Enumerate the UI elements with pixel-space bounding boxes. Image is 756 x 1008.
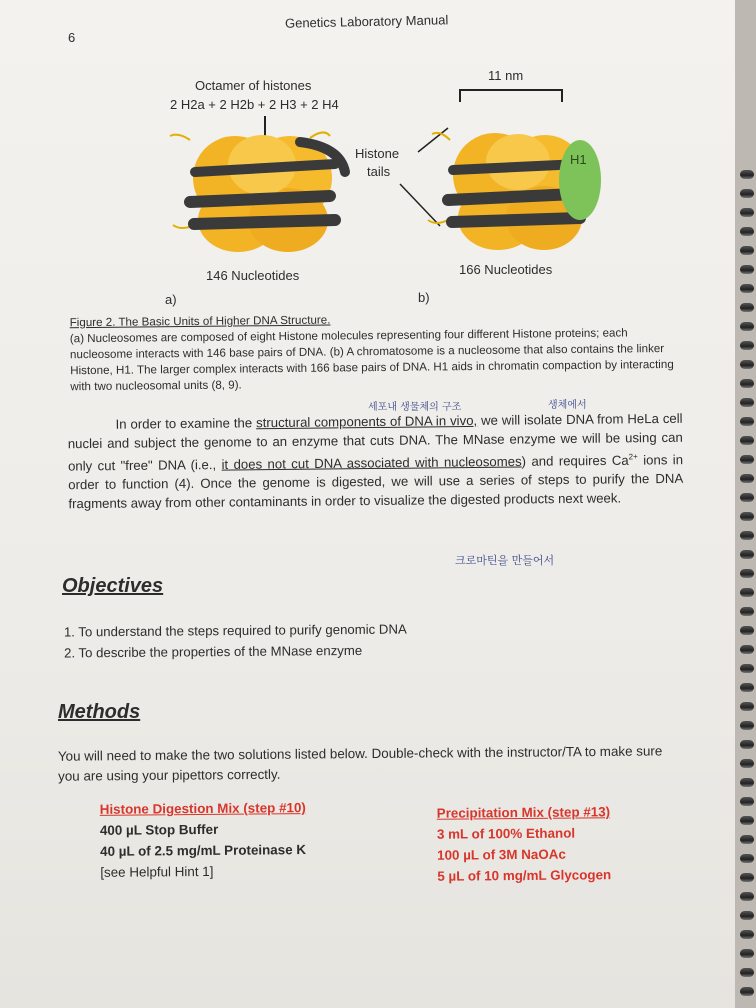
spiral-coil: [740, 721, 754, 730]
intro-paragraph: In order to examine the structural components of DNA in vivo, we will isolate DNA from HeLa cell nuclei and subject the genome to an enzyme that cuts DNA. The MNase enzyme we will be using can only cut "free" DNA (i.e., it does not cut DNA associated with nucleosomes) and requires $Ca^{2+}$ ions in order to function (4). Once the genome is digested, we will use a series of steps to purify the DNA fragments away from other contaminants in order to visualize the digested products next week.: [67, 410, 684, 512]
spiral-coil: [740, 436, 754, 445]
spiral-coil: [740, 303, 754, 312]
spiral-coil: [740, 455, 754, 464]
spiral-coil: [740, 949, 754, 958]
right-nucleotide-count: 166 Nucleotides: [459, 262, 553, 277]
spiral-coil: [740, 569, 754, 578]
spiral-coil: [740, 417, 754, 426]
spiral-coil: [740, 702, 754, 711]
spiral-coil: [740, 531, 754, 540]
handwritten-note-1: 세포내 생물체의 구조: [368, 402, 462, 413]
spiral-coil: [740, 512, 754, 521]
spiral-coil: [740, 778, 754, 787]
spiral-binding: [735, 0, 756, 1008]
list-item: 2. To describe the properties of the MNase enzyme: [64, 642, 363, 661]
spiral-coil: [740, 759, 754, 768]
histone-tails-label-2: tails: [367, 164, 391, 179]
spiral-coil: [740, 265, 754, 274]
underlined-nucleosome-note: it does not cut DNA associated with nucleosomes: [221, 453, 522, 473]
precip-mix-title: Precipitation Mix (step #13): [436, 804, 611, 821]
spiral-coil: [740, 835, 754, 844]
spiral-coil: [740, 968, 754, 977]
left-nucleotide-count: 146 Nucleotides: [206, 268, 300, 283]
panel-b-label: b): [418, 290, 430, 305]
spiral-coil: [740, 854, 754, 863]
precip-mix-line: 5 µL of 10 mg/mL Glycogen: [437, 867, 612, 884]
spiral-coil: [740, 398, 754, 407]
spiral-coil: [740, 987, 754, 996]
spiral-coil: [740, 360, 754, 369]
spiral-coil: [740, 170, 754, 179]
histone-mix-line: 40 µL of 2.5 mg/mL Proteinase K: [100, 842, 307, 859]
caption-text: (a) Nucleosomes are composed of eight Histone molecules representing four different Histone proteins; each nucleosome interacts with 146 base pairs of DNA. (b) A chromatosome is a nucleosome that also contains the linker Histone, H1. The larger complex interacts with 166 base pairs of DNA. H1 aids in chromatin compaction by interacting with two nucleosomal units (8, 9).: [69, 326, 674, 394]
spiral-coil: [740, 379, 754, 388]
precipitation-mix: [437, 801, 612, 887]
spiral-coil: [740, 645, 754, 654]
nucleosome-left: [170, 132, 345, 252]
spiral-coil: [740, 873, 754, 882]
spiral-coil: [740, 208, 754, 217]
list-item: 1. To understand the steps required to purify genomic DNA: [63, 621, 407, 640]
spiral-coil: [740, 797, 754, 806]
histone-digestion-mix: [100, 797, 307, 883]
spiral-coil: [740, 227, 754, 236]
histone-mix-line: 400 µL Stop Buffer: [99, 821, 219, 838]
histone-tails-label-1: Histone: [355, 146, 400, 161]
caption-title: Figure 2. The Basic Units of Higher DNA Structure.: [69, 313, 331, 330]
octamer-composition-label: 2 H2a + 2 H2b + 2 H3 + 2 H4: [170, 97, 339, 112]
spiral-coil: [740, 341, 754, 350]
underlined-in-vivo: structural components of DNA in vivo,: [255, 412, 478, 431]
octamer-label: Octamer of histones: [195, 78, 312, 93]
spiral-coil: [740, 189, 754, 198]
chromatosome-right: [428, 133, 601, 250]
handwritten-note-3: 크로마틴을 만들어서: [455, 554, 555, 567]
spiral-coil: [740, 740, 754, 749]
spiral-coil: [740, 816, 754, 825]
spiral-coil: [740, 664, 754, 673]
spiral-coil: [740, 493, 754, 502]
histone-mix-title: Histone Digestion Mix (step #10): [99, 800, 306, 817]
h1-label: H1: [570, 152, 587, 167]
page-number: 6: [68, 30, 76, 45]
spiral-coil: [740, 474, 754, 483]
spiral-coil: [740, 550, 754, 559]
spiral-coil: [740, 683, 754, 692]
figure-caption: [70, 309, 691, 395]
page-header-title: Genetics Laboratory Manual: [284, 12, 449, 31]
spiral-coil: [740, 607, 754, 616]
spiral-coil: [740, 892, 754, 901]
size-bracket: [460, 90, 562, 102]
objectives-list: [64, 619, 407, 664]
precip-mix-line: 3 mL of 100% Ethanol: [436, 825, 576, 842]
methods-heading: Methods: [58, 701, 141, 723]
spiral-coil: [740, 246, 754, 255]
precip-mix-line: 100 µL of 3M NaOAc: [437, 846, 566, 863]
size-label: 11 nm: [488, 68, 524, 83]
spiral-coil: [740, 911, 754, 920]
spiral-coil: [740, 322, 754, 331]
handwritten-note-2: 생체에서: [548, 400, 587, 411]
histone-mix-hint: [see Helpful Hint 1]: [100, 863, 214, 880]
panel-a-label: a): [165, 292, 177, 307]
spiral-coil: [740, 930, 754, 939]
spiral-coil: [740, 588, 754, 597]
spiral-coil: [740, 626, 754, 635]
objectives-heading: Objectives: [62, 575, 164, 597]
methods-intro: You will need to make the two solutions listed below. Double-check with the instructor/TA to make sure you are using your pipettors correctly.: [57, 743, 663, 784]
spiral-coil: [740, 284, 754, 293]
